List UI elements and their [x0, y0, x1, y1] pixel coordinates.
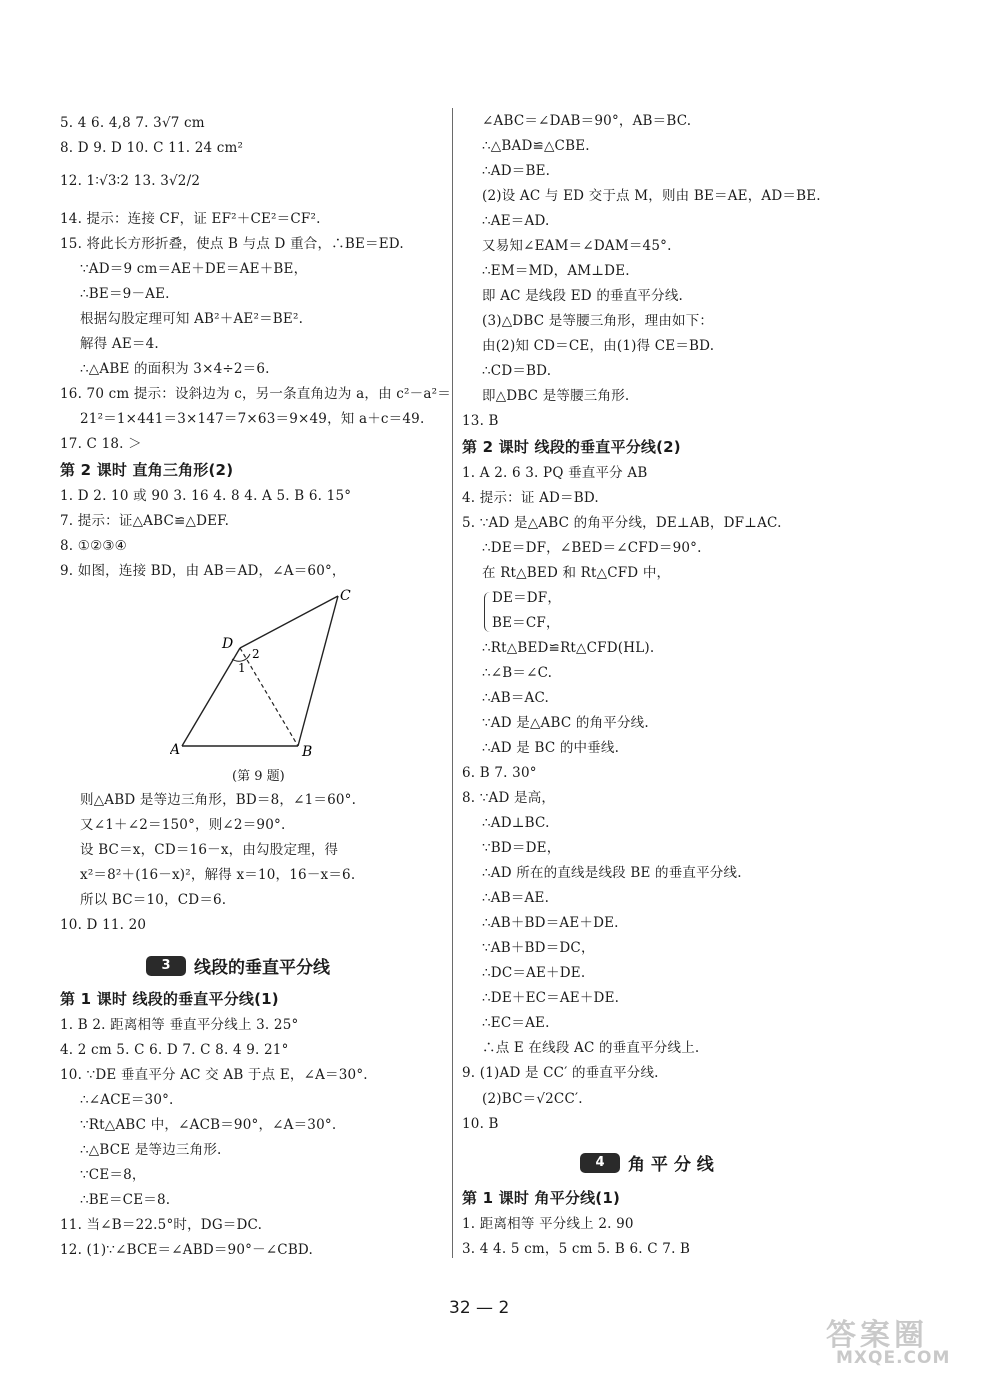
answer-line: ∴AE＝AD.: [482, 213, 550, 229]
section-title: 角 平 分 线: [628, 1155, 714, 1175]
answer-line: ∴EC＝AE.: [482, 1015, 550, 1031]
answer-line: ∴BE＝CE＝8.: [80, 1192, 171, 1208]
answer-line: 13. B: [462, 413, 499, 429]
answer-line: ∴Rt△BED≌Rt△CFD(HL).: [482, 640, 655, 656]
system-brace: [484, 592, 491, 632]
answer-line: 8. ∵AD 是高，: [462, 790, 556, 806]
answer-line: 14. 提示：连接 CF，证 EF²＋CE²＝CF².: [60, 211, 321, 227]
answer-line: 即△DBC 是等腰三角形.: [482, 388, 630, 404]
answer-line: ∴∠B＝∠C.: [482, 665, 553, 681]
answer-line: 6. B 7. 30°: [462, 765, 537, 781]
answer-line: (2)BC＝√2CC′.: [482, 1091, 583, 1107]
answer-line: ∴△BCE 是等边三角形.: [80, 1142, 222, 1158]
edge-ad: [182, 648, 240, 746]
label-a: A: [170, 742, 181, 758]
answer-line: 即 AC 是线段 ED 的垂直平分线.: [482, 288, 684, 304]
label-d: D: [222, 636, 234, 652]
answer-line: 设 BC＝x，CD＝16－x，由勾股定理，得: [80, 842, 339, 858]
answer-line: 1. D 2. 10 或 90 3. 16 4. 8 4. A 5. B 6. 15°: [60, 488, 352, 504]
answer-line: ∴CD＝BD.: [482, 363, 552, 379]
section-number-badge: 4: [580, 1153, 620, 1173]
lesson-heading: 第 1 课时 角平分线(1): [462, 1189, 621, 1207]
answer-line: 10. ∵DE 垂直平分 AC 交 AB 于点 E，∠A＝30°.: [60, 1067, 368, 1083]
edge-dc: [240, 596, 338, 648]
answer-line: 4. 2 cm 5. C 6. D 7. C 8. 4 9. 21°: [60, 1042, 289, 1058]
answer-line: 21²＝1×441＝3×147＝7×63＝9×49，知 a＋c＝49.: [80, 411, 425, 427]
answer-line: 12. (1)∵∠BCE＝∠ABD＝90°－∠CBD.: [60, 1242, 313, 1258]
answer-line: 17. C 18. ＞: [60, 436, 142, 452]
answer-line: 10. B: [462, 1116, 499, 1132]
section-heading-3: [146, 953, 330, 978]
answer-line: ∴AD 是 BC 的中垂线.: [482, 740, 620, 756]
answer-line: ∠ABC＝∠DAB＝90°，AB＝BC.: [482, 113, 692, 129]
answer-line: ∴DC＝AE＋DE.: [482, 965, 586, 981]
watermark-logo: [808, 1310, 994, 1370]
edge-cb: [298, 596, 338, 746]
answer-line: ∴AB＝AC.: [482, 690, 550, 706]
answer-line: ∴DE＋EC＝AE＋DE.: [482, 990, 620, 1006]
answer-line: x²＝8²＋(16－x)²，解得 x＝10，16－x＝6.: [80, 867, 356, 883]
answer-line: 则△ABD 是等边三角形，BD＝8，∠1＝60°.: [80, 792, 357, 808]
answer-line: 16. 70 cm 提示：设斜边为 c，另一条直角边为 a，由 c²－a²＝: [60, 386, 451, 402]
edge-bd-dashed: [240, 648, 298, 746]
lesson-heading: 第 2 课时 直角三角形(2): [60, 461, 234, 479]
answer-line: DE＝DF，: [492, 590, 562, 606]
answer-line: ∴AD 所在的直线是线段 BE 的垂直平分线.: [482, 865, 742, 881]
answer-line: 8. ①②③④: [60, 538, 127, 554]
answer-line: ∴AB＋BD＝AE＋DE.: [482, 915, 619, 931]
answer-line: 根据勾股定理可知 AB²＋AE²＝BE².: [80, 311, 304, 327]
answer-line: ∵AD＝9 cm＝AE＋DE＝AE＋BE，: [80, 261, 308, 277]
answer-line: ∴点 E 在线段 AC 的垂直平分线上.: [482, 1040, 700, 1056]
answer-line: ∴AD＝BE.: [482, 163, 551, 179]
label-angle-1: 1: [238, 661, 246, 675]
answer-line: (2)设 AC 与 ED 交于点 M，则由 BE＝AE，AD＝BE.: [482, 188, 821, 204]
answer-line: 10. D 11. 20: [60, 917, 147, 933]
answer-line: ∴AD⊥BC.: [482, 815, 550, 831]
lesson-heading: 第 2 课时 线段的垂直平分线(2): [462, 438, 681, 456]
column-divider: [452, 108, 453, 1258]
answer-line: BE＝CF，: [492, 615, 560, 631]
answer-line: 1. A 2. 6 3. PQ 垂直平分 AB: [462, 465, 648, 481]
answer-line: 8. D 9. D 10. C 11. 24 cm²: [60, 140, 244, 156]
answer-line: 4. 提示：证 AD＝BD.: [462, 490, 599, 506]
section-number-badge: 3: [146, 956, 186, 976]
figure-caption: (第 9 题): [232, 769, 285, 784]
answer-line: ∵Rt△ABC 中，∠ACB＝90°，∠A＝30°.: [80, 1117, 337, 1133]
answer-line: ∴EM＝MD，AM⊥DE.: [482, 263, 630, 279]
section-title: 线段的垂直平分线: [194, 958, 330, 978]
answer-line: 9. (1)AD 是 CC′ 的垂直平分线.: [462, 1065, 659, 1081]
answer-line: (3)△DBC 是等腰三角形，理由如下：: [482, 313, 714, 329]
answer-line: 所以 BC＝10，CD＝6.: [80, 892, 227, 908]
answer-line: 15. 将此长方形折叠，使点 B 与点 D 重合，∴BE＝ED.: [60, 236, 404, 252]
section-heading-4: [580, 1150, 714, 1175]
answer-line: 解得 AE＝4.: [80, 336, 159, 352]
answer-line: 又易知∠EAM＝∠DAM＝45°.: [482, 238, 672, 254]
answer-line: 5. 4 6. 4,8 7. 3√7 cm: [60, 115, 205, 131]
answer-line: ∵CE＝8，: [80, 1167, 146, 1183]
answer-line: 3. 4 4. 5 cm，5 cm 5. B 6. C 7. B: [462, 1241, 691, 1257]
answer-line: ∴△BAD≌△CBE.: [482, 138, 590, 154]
label-b: B: [302, 744, 313, 760]
page-number: 32 — 2: [449, 1298, 510, 1318]
answer-line: ∵AD 是△ABC 的角平分线.: [482, 715, 649, 731]
answer-line: ∴△ABE 的面积为 3×4÷2＝6.: [80, 361, 270, 377]
answer-line: 7. 提示：证△ABC≌△DEF.: [60, 513, 230, 529]
answer-line: ∴BE＝9－AE.: [80, 286, 170, 302]
answer-line: 又∠1＋∠2＝150°，则∠2＝90°.: [80, 817, 286, 833]
answer-line: 11. 当∠B＝22.5°时，DG＝DC.: [60, 1217, 263, 1233]
answer-line: 9. 如图，连接 BD，由 AB＝AD，∠A＝60°，: [60, 563, 346, 579]
answer-line: 由(2)知 CD＝CE，由(1)得 CE＝BD.: [482, 338, 715, 354]
triangle-figure: [170, 588, 370, 763]
answer-line: 1. 距离相等 平分线上 2. 90: [462, 1216, 634, 1232]
answer-line: 12. 1∶√3∶2 13. 3√2/2: [60, 173, 201, 189]
label-angle-2: 2: [252, 647, 260, 661]
answer-line: ∴DE＝DF，∠BED＝∠CFD＝90°.: [482, 540, 702, 556]
answer-line: ∵BD＝DE，: [482, 840, 561, 856]
answer-line: ∴AB＝AE.: [482, 890, 550, 906]
watermark-domain: MXQE.COM: [836, 1348, 951, 1368]
answer-line: 5. ∵AD 是△ABC 的角平分线，DE⊥AB，DF⊥AC.: [462, 515, 782, 531]
label-c: C: [340, 588, 351, 604]
answer-line: ∴∠ACE＝30°.: [80, 1092, 174, 1108]
lesson-heading: 第 1 课时 线段的垂直平分线(1): [60, 990, 279, 1008]
answer-line: ∵AB＋BD＝DC，: [482, 940, 595, 956]
answer-line: 在 Rt△BED 和 Rt△CFD 中，: [482, 565, 671, 581]
watermark-text: 答案圈: [826, 1318, 928, 1353]
answer-line: 1. B 2. 距离相等 垂直平分线上 3. 25°: [60, 1017, 299, 1033]
